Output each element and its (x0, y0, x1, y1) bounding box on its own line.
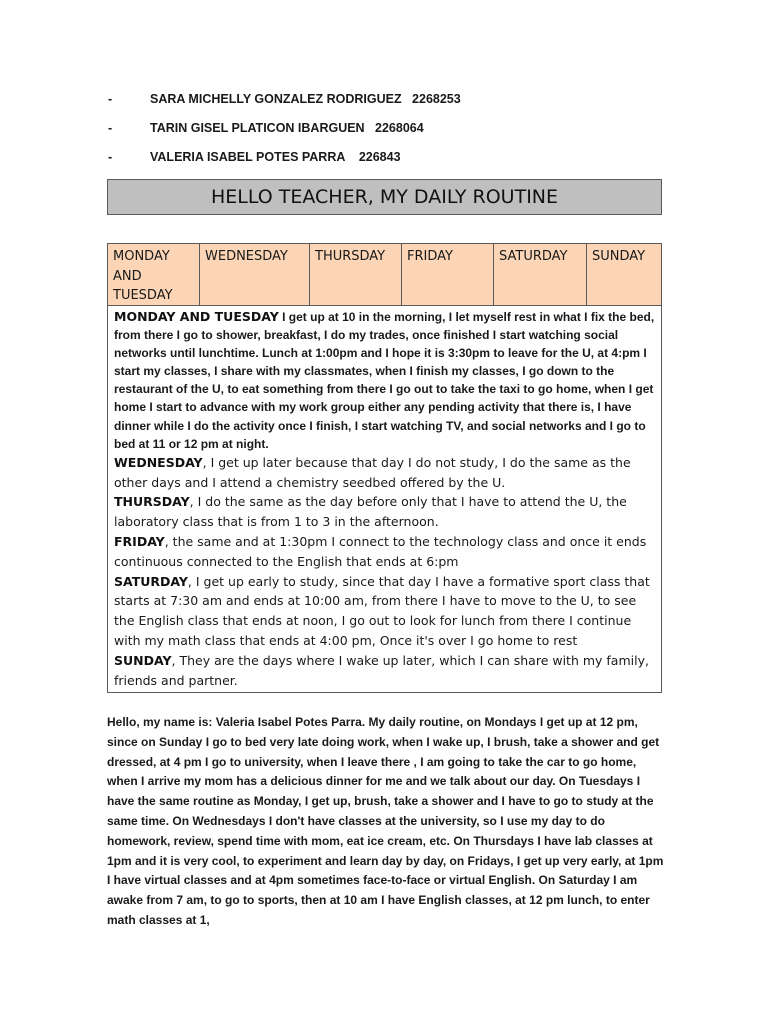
day-header-row (108, 244, 661, 306)
entry-day-label: MONDAY AND TUESDAY (114, 309, 279, 324)
closing-paragraph: Hello, my name is: Valeria Isabel Potes Parra. My daily routine, on Mondays I get up at 12 pm, since on Sunday I go to bed very late doing work, when I wake up, I brush, take a shower and get dressed, at 4 pm I go to university, when I leave there , I am going to take the car to go home, when I arrive my mom has a delicious dinner for me and we talk about our day. On Tuesdays I have the same routine as Monday, I get up, brush, take a shower and I have to go to study at the same time. On Wednesdays I don't have classes at the university, so I use my day to do homework, review, spend time with mom, eat ice cream, etc. On Thursdays I have lab classes at 1pm and it is very cool, to experiment and learn day by day, on Fridays, I get up very early, at 1pm I have virtual classes and at 4pm sometimes face-to-face or virtual English. On Saturday I am awake from 7 am, to go to sports, then at 10 am I have English classes, at 12 pm lunch, to enter math classes at 1, (107, 715, 664, 927)
entry-day-label: FRIDAY (114, 533, 165, 549)
entry-friday (114, 532, 655, 572)
entry-text: , the same and at 1:30pm I connect to the technology class and once it ends continuous connected to the English that ends at 6:pm (114, 533, 647, 569)
entry-text: , I do the same as the day before only that I have to attend the U, the laboratory class that is from 1 to 3 in the afternoon. (114, 494, 627, 530)
header-friday: FRIDAY (402, 244, 494, 305)
header-sunday: SUNDAY (592, 249, 646, 264)
student-row (108, 121, 668, 150)
bullet-dash: - (108, 121, 113, 135)
entry-text: , They are the days where I wake up later, which I can share with my family, friends and partner. (114, 652, 649, 688)
entry-saturday (114, 572, 655, 651)
student-name: VALERIA ISABEL POTES PARRA 226843 (150, 150, 401, 164)
bullet-dash: - (108, 92, 113, 106)
entry-sunday (114, 651, 655, 691)
header-monday-tuesday: MONDAY AND TUESDAY (108, 244, 200, 305)
header-thursday: THURSDAY (310, 244, 402, 305)
entry-day-label: THURSDAY (114, 494, 190, 510)
student-list (108, 92, 668, 179)
routine-table (107, 243, 662, 693)
header-saturday: SATURDAY (494, 244, 587, 305)
entry-text: , I get up later because that day I do not study, I do the same as the other days and I attend a chemistry seedbed offered by the U. (114, 454, 631, 490)
entry-monday-tuesday (114, 308, 655, 453)
entry-text: , I get up early to study, since that day I have a formative sport class that starts at 7:30 am and ends at 10:00 am, from there I have to move to the U, to see the English class that ends at noon, I go out to look for lunch from there I continue with my math class that ends at 4:00 pm, Once it's over I go home to rest (114, 573, 650, 648)
entry-day-label: WEDNESDAY (114, 454, 203, 470)
entry-thursday (114, 492, 655, 532)
bullet-dash: - (108, 150, 113, 164)
header-wednesday: WEDNESDAY (200, 244, 310, 305)
page-title: HELLO TEACHER, MY DAILY ROUTINE (107, 179, 662, 215)
student-row (108, 150, 668, 179)
student-name: TARIN GISEL PLATICON IBARGUEN 2268064 (150, 121, 424, 135)
entry-text: I get up at 10 in the morning, I let myself rest in what I fix the bed, from there I go to shower, breakfast, I do my trades, once finished I start watching social networks until lunchtime. Lunch at 1:00pm and I hope it is 3:30pm to leave for the U, at 4:pm I start my classes, I share with my classmates, when I finish my classes, I go down to the restaurant of the U, to eat something from there I go out to take the taxi to go home, when I get home I start to advance with my work group either any pending activity that there is, I have dinner while I do the activity once I finish, I start watching TV, and social networks and I go to bed at 11 or 12 pm at night. (114, 310, 655, 451)
entry-day-label: SATURDAY (114, 573, 188, 589)
entry-day-label: SUNDAY (114, 652, 172, 668)
entry-wednesday (114, 453, 655, 493)
student-name: SARA MICHELLY GONZALEZ RODRIGUEZ 2268253 (150, 92, 461, 106)
student-row (108, 92, 668, 121)
routine-body (108, 306, 661, 692)
